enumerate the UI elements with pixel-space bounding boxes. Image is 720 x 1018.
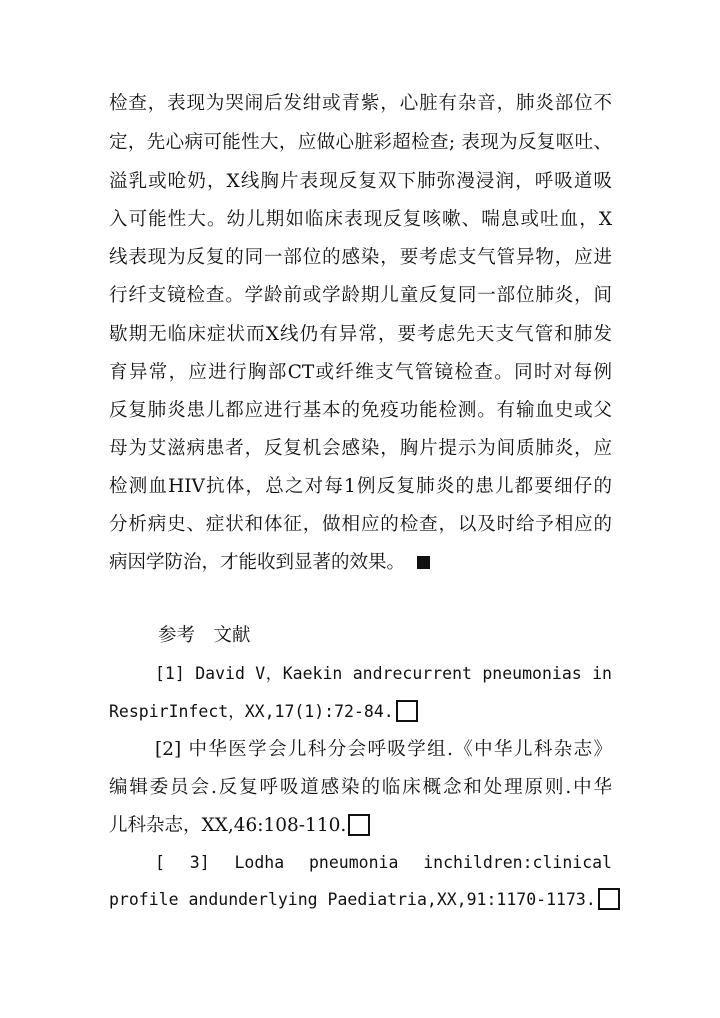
placeholder-box	[348, 814, 370, 836]
reference-3-line-2	[109, 885, 624, 915]
placeholder-box	[598, 888, 620, 910]
placeholder-box	[396, 700, 418, 722]
paragraph-line: 歇期无临床症状而X线仍有异常，要考虑先天支气管和肺发	[109, 324, 612, 345]
paragraph-line: 检查，表现为哭闹后发绀或青紫，心脏有杂音，肺炎部位不	[109, 93, 612, 114]
paragraph-line: 溢乳或呛奶，X线胸片表现反复双下肺弥漫浸润，呼吸道吸	[109, 171, 612, 192]
reference-1-line-1: [1] David V，Kaekin andrecurrent pneumonias in	[155, 664, 612, 683]
reference-3-line-1: [ 3] Lodha pneumonia inchildren:clinical	[155, 853, 612, 872]
paragraph-line: 分析病史、症状和体征，做相应的检查，以及时给予相应的	[109, 514, 612, 535]
reference-2-line-1: [2] 中华医学会儿科分会呼吸学组.《中华儿科杂志》	[155, 739, 612, 760]
paragraph-line: 母为艾滋病患者，反复机会感染，胸片提示为间质肺炎，应	[109, 438, 612, 459]
reference-1-line-2	[109, 697, 612, 727]
end-of-article-mark	[417, 556, 430, 569]
reference-2-line-3	[109, 811, 612, 841]
paragraph-line: 反复肺炎患儿都应进行基本的免疫功能检测。有输血史或父	[109, 400, 612, 421]
reference-2-line-2: 编辑委员会.反复呼吸道感染的临床概念和处理原则.中华	[109, 777, 612, 798]
paragraph-line: 定，先心病可能性大，应做心脏彩超检查; 表现为反复呕吐、	[109, 132, 612, 153]
paragraph-last-line	[109, 548, 612, 578]
paragraph-line: 病因学防治，才能收到显著的效果。	[109, 552, 406, 573]
reference-text: 儿科杂志，XX,46:108-110.	[109, 815, 347, 836]
paragraph-line: 行纤支镜检查。学龄前或学龄期儿童反复同一部位肺炎，间	[109, 285, 612, 306]
references-heading: 参考 文献	[158, 625, 251, 646]
paragraph-line: 检测血HIV抗体，总之对每1例反复肺炎的患儿都要细仔的	[109, 476, 612, 497]
reference-text: RespirInfect，XX,17(1):72-84.	[109, 702, 394, 721]
reference-text: profile andunderlying Paediatria,XX,91:1170-1173.	[109, 890, 596, 909]
paragraph-line: 线表现为反复的同一部位的感染，要考虑支气管异物，应进	[109, 247, 612, 268]
paragraph-line: 育异常，应进行胸部CT或纤维支气管镜检查。同时对每例	[109, 362, 612, 383]
paragraph-line: 入可能性大。幼儿期如临床表现反复咳嗽、喘息或吐血，X	[109, 209, 612, 230]
